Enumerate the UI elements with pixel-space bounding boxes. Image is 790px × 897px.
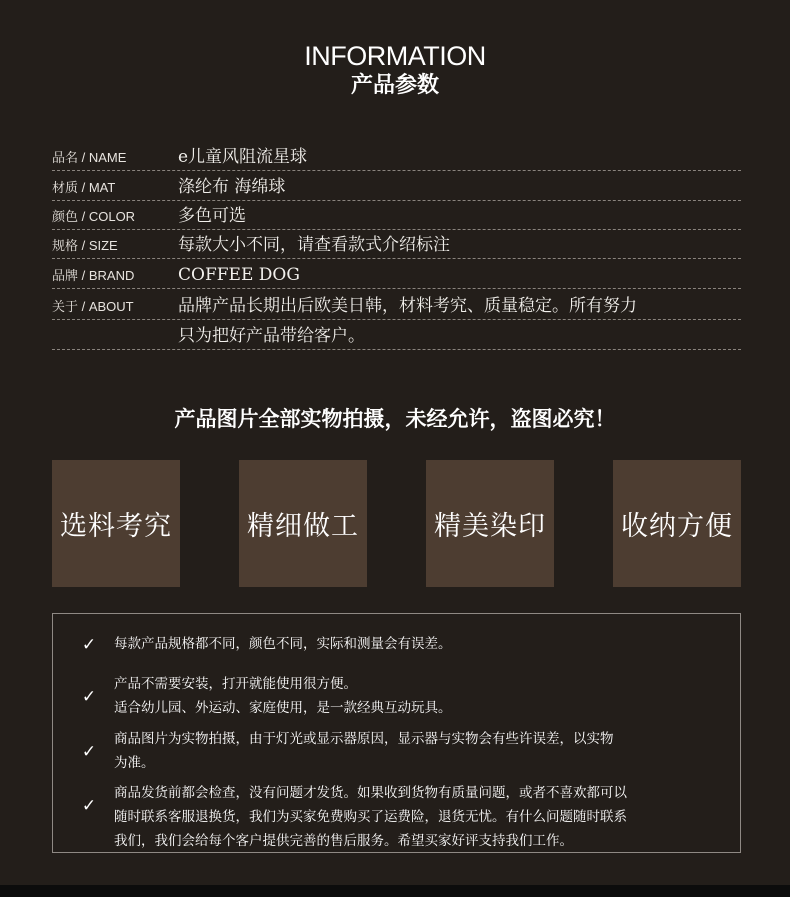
checkmark-icon: ✓	[81, 635, 97, 655]
spec-value: 涤纶布 海绵球	[178, 177, 286, 197]
title-chinese: 产品参数	[350, 73, 439, 98]
note-text	[114, 781, 704, 853]
note-line: 我们，我们会给每个客户提供完善的售后服务。希望买家好评支持我们工作。	[114, 833, 573, 849]
spec-value: 多色可选	[178, 206, 246, 226]
note-line: 产品不需要安装，打开就能使用很方便。	[114, 676, 357, 692]
feature-box: 选料考究	[52, 460, 180, 587]
feature-boxes	[52, 460, 741, 587]
spec-value: 每款大小不同，请查看款式介绍标注	[178, 235, 450, 255]
note-line: 为准。	[114, 755, 155, 771]
bottom-bar	[0, 885, 790, 897]
spec-key: 颜色 / COLOR	[52, 209, 136, 224]
checkmark-icon: ✓	[81, 687, 97, 707]
note-line: 每款产品规格都不同，颜色不同，实际和测量会有误差。	[114, 636, 452, 652]
feature-box: 精细做工	[239, 460, 367, 587]
checkmark-icon: ✓	[81, 796, 97, 816]
notes-box	[52, 613, 741, 853]
spec-row-size	[52, 230, 741, 259]
note-line: 商品图片为实物拍摄，由于灯光或显示器原因，显示器与实物会有些许误差，以实物	[114, 731, 614, 747]
feature-box: 收纳方便	[613, 460, 741, 587]
spec-value: 品牌产品长期出后欧美日韩，材料考究、质量稳定。所有努力	[178, 296, 637, 316]
spec-row-material	[52, 171, 741, 201]
note-line: 随时联系客服退换货，我们为买家免费购买了运费险，退货无忧。有什么问题随时联系	[114, 809, 627, 825]
note-line: 商品发货前都会检查，没有问题才发货。如果收到货物有质量问题，或者不喜欢都可以	[114, 785, 627, 801]
note-text	[114, 632, 704, 656]
spec-row-about	[52, 289, 741, 320]
page-header	[0, 40, 790, 100]
spec-key: 品牌 / BRAND	[52, 268, 135, 283]
spec-key: 关于 / ABOUT	[52, 299, 134, 314]
spec-row-color	[52, 201, 741, 230]
spec-row-brand	[52, 259, 741, 289]
title-english: INFORMATION	[304, 41, 486, 71]
spec-value: e儿童风阻流星球	[178, 147, 308, 167]
spec-value: COFFEE DOG	[178, 265, 300, 285]
spec-row-about-continued	[52, 320, 741, 350]
note-text	[114, 672, 704, 720]
spec-key: 材质 / MAT	[52, 180, 116, 195]
spec-table	[52, 142, 741, 350]
checkmark-icon: ✓	[81, 742, 97, 762]
spec-key: 规格 / SIZE	[52, 238, 118, 253]
note-line: 适合幼儿园、外运动、家庭使用，是一款经典互动玩具。	[114, 700, 452, 716]
feature-box: 精美染印	[426, 460, 554, 587]
spec-row-name	[52, 142, 741, 171]
spec-key: 品名 / NAME	[52, 150, 127, 165]
copyright-slogan: 产品图片全部实物拍摄，未经允许，盗图必究！	[174, 407, 616, 431]
spec-value: 只为把好产品带给客户。	[178, 326, 365, 346]
note-text	[114, 727, 704, 775]
